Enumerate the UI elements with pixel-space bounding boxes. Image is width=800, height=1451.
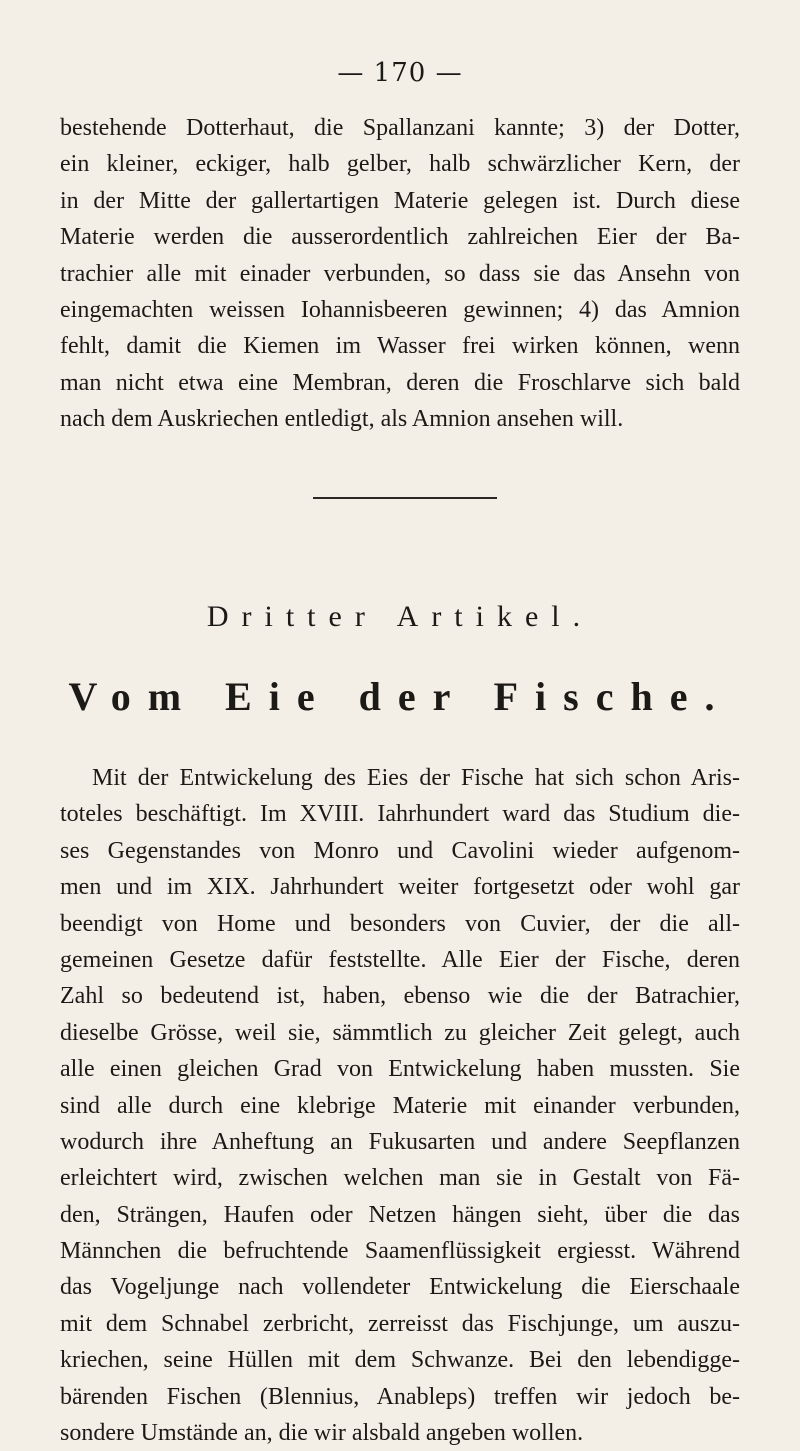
text-line: alle einen gleichen Grad von Entwickelung haben mussten. Sie bbox=[60, 1056, 740, 1083]
text-line: bestehende Dotterhaut, die Spallanzani kannte; 3) der Dotter, bbox=[60, 115, 740, 141]
text-line: erleichtert wird, zwischen welchen man sie in Gestalt von Fä- bbox=[60, 1165, 740, 1192]
text-line: in der Mitte der gallertartigen Materie gelegen ist. Durch diese bbox=[60, 187, 740, 214]
text-line: ein kleiner, eckiger, halb gelber, halb schwärzlicher Kern, der bbox=[60, 151, 740, 178]
paragraph-2 bbox=[60, 760, 740, 1451]
text-line: sind alle durch eine klebrige Materie mit einander verbunden, bbox=[60, 1092, 740, 1119]
text-line: man nicht etwa eine Membran, deren die Froschlarve sich bald bbox=[60, 369, 740, 396]
text-line: Zahl so bedeutend ist, haben, ebenso wie die der Batrachier, bbox=[60, 983, 740, 1010]
text-line: den, Strängen, Haufen oder Netzen hängen sieht, über die das bbox=[60, 1201, 740, 1228]
text-line: ses Gegenstandes von Monro und Cavolini wieder aufgenom- bbox=[60, 837, 740, 864]
text-line: trachier alle mit einader verbunden, so dass sie das Ansehn von bbox=[60, 260, 740, 287]
text-line: mit dem Schnabel zerbricht, zerreisst das Fischjunge, um auszu- bbox=[60, 1310, 740, 1337]
text-line: gemeinen Gesetze dafür feststellte. Alle Eier der Fische, deren bbox=[60, 946, 740, 973]
text-line: Materie werden die ausserordentlich zahlreichen Eier der Ba- bbox=[60, 224, 740, 251]
text-line: nach dem Auskriechen entledigt, als Amnion ansehen will. bbox=[60, 406, 624, 433]
text-line: kriechen, seine Hüllen mit dem Schwanze. Bei den lebendigge- bbox=[60, 1347, 740, 1374]
page-number: — 170 — bbox=[337, 58, 463, 88]
text-line: Mit der Entwickelung des Eies der Fische hat sich schon Aris- bbox=[92, 765, 740, 791]
text-line: dieselbe Grösse, weil sie, sämmtlich zu gleicher Zeit gelegt, auch bbox=[60, 1019, 740, 1046]
text-line: das Vogeljunge nach vollendeter Entwickelung die Eierschaale bbox=[60, 1274, 740, 1301]
section-title: Dritter Artikel. bbox=[206, 600, 594, 633]
text-line: bärenden Fischen (Blennius, Anableps) treffen wir jedoch be- bbox=[60, 1383, 740, 1410]
text-line: eingemachten weissen Iohannisbeeren gewinnen; 4) das Amnion bbox=[60, 296, 740, 323]
text-line: sondere Umstände an, die wir alsbald angeben wollen. bbox=[60, 1420, 584, 1447]
text-line: toteles beschäftigt. Im XVIII. Iahrhundert ward das Studium die- bbox=[60, 801, 740, 828]
text-line: Männchen die befruchtende Saamenflüssigkeit ergiesst. Während bbox=[60, 1238, 740, 1265]
text-line: fehlt, damit die Kiemen im Wasser frei wirken können, wenn bbox=[60, 333, 740, 360]
section-divider bbox=[313, 497, 497, 499]
text-line: men und im XIX. Jahrhundert weiter fortgesetzt oder wohl gar bbox=[60, 874, 740, 901]
section-subtitle: Vom Eie der Fische. bbox=[68, 674, 732, 719]
text-line: wodurch ihre Anheftung an Fukusarten und andere Seepflanzen bbox=[60, 1128, 740, 1155]
paragraph-1 bbox=[60, 110, 740, 438]
text-line: beendigt von Home und besonders von Cuvier, der die all- bbox=[60, 910, 740, 937]
